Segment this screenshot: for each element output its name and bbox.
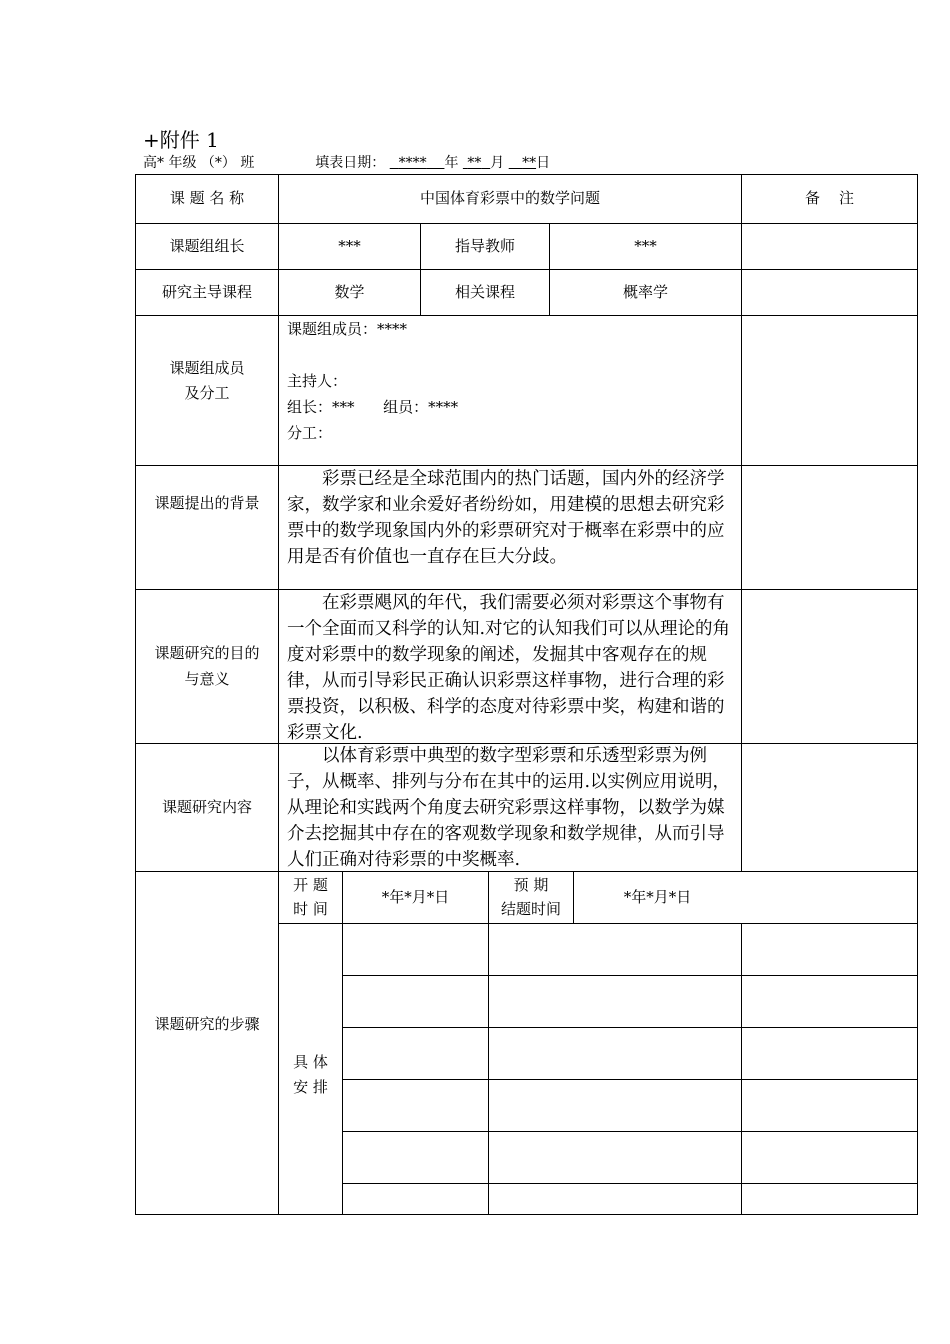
content-text: 以体育彩票中典型的数字型彩票和乐透型彩票为例子，从概率、排列与分布在其中的运用.以实例应用说明，从理论和实践两个角度去研究彩票这样事物，以数学为媒介去挖掘其中存在的客观数学现象和数学规律，从而引导人们正确对待彩票的中奖概率.: [287, 746, 731, 870]
start-time-label: 开 题 时 间: [293, 876, 328, 918]
background-label: 课题提出的背景: [154, 494, 260, 513]
members-line: 课题组成员：****: [287, 320, 408, 338]
leader-member-line: 组长：*** 组员：****: [287, 398, 459, 416]
topic-value: 中国体育彩票中的数学问题: [419, 189, 600, 208]
related-course-value: 概率学: [622, 282, 668, 301]
end-time-value: *年*月*日: [623, 887, 692, 906]
members-label: 课题组成员 及分工: [169, 358, 245, 402]
purpose-text: 在彩票飓风的年代，我们需要必须对彩票这个事物有一个全面而又科学的认知.对它的认知我们可以从理论的角度对彩票中的数学现象的阐述，发掘其中客观存在的规律，从而引导彩民正确认识彩票这样事物，进行合理的彩票投资，以积极、科学的态度对待彩票中奖，构建和谐的彩票文化.: [287, 593, 731, 743]
related-course-label: 相关课程: [454, 282, 515, 301]
start-time-value: *年*月*日: [381, 887, 450, 906]
main-course-label: 研究主导课程: [161, 282, 252, 301]
end-time-label: 预 期 结题时间: [500, 876, 561, 918]
year-unit: 年: [444, 155, 459, 171]
members-detail: [287, 316, 737, 446]
remarks-label: 备 注: [804, 189, 855, 208]
date-year: ****: [398, 155, 427, 171]
host-line: 主持人：: [287, 372, 348, 390]
form-header: [143, 152, 550, 172]
leader-value: ***: [338, 236, 361, 255]
date-day: **: [522, 155, 537, 171]
content-label: 课题研究内容: [161, 797, 252, 816]
advisor-value: ***: [634, 236, 657, 255]
attachment-label: +附件 1: [143, 128, 219, 152]
advisor-label: 指导教师: [454, 236, 515, 255]
day-unit: 日: [536, 155, 551, 171]
schedule-label: 具 体 安 排: [293, 1052, 328, 1096]
purpose-label: 课题研究的目的 与意义: [154, 644, 260, 688]
division-line: 分工：: [287, 424, 333, 442]
main-course-value: 数学: [334, 282, 365, 301]
date-month: **: [467, 155, 482, 171]
grade-class: 高* 年级 （*） 班: [143, 155, 255, 171]
topic-label: 课 题 名 称: [169, 189, 245, 208]
date-label: 填表日期：: [315, 155, 386, 171]
background-text: 彩票已经是全球范围内的热门话题，国内外的经济学家，数学家和业余爱好者纷纷如，用建模的思想去研究彩票中的数学现象国内外的彩票研究对于概率在彩票中的应用是否有价值也一直存在巨大分歧。: [287, 469, 725, 567]
leader-label: 课题组组长: [169, 236, 245, 255]
steps-label: 课题研究的步骤: [154, 1015, 260, 1034]
month-unit: 月: [490, 155, 505, 171]
